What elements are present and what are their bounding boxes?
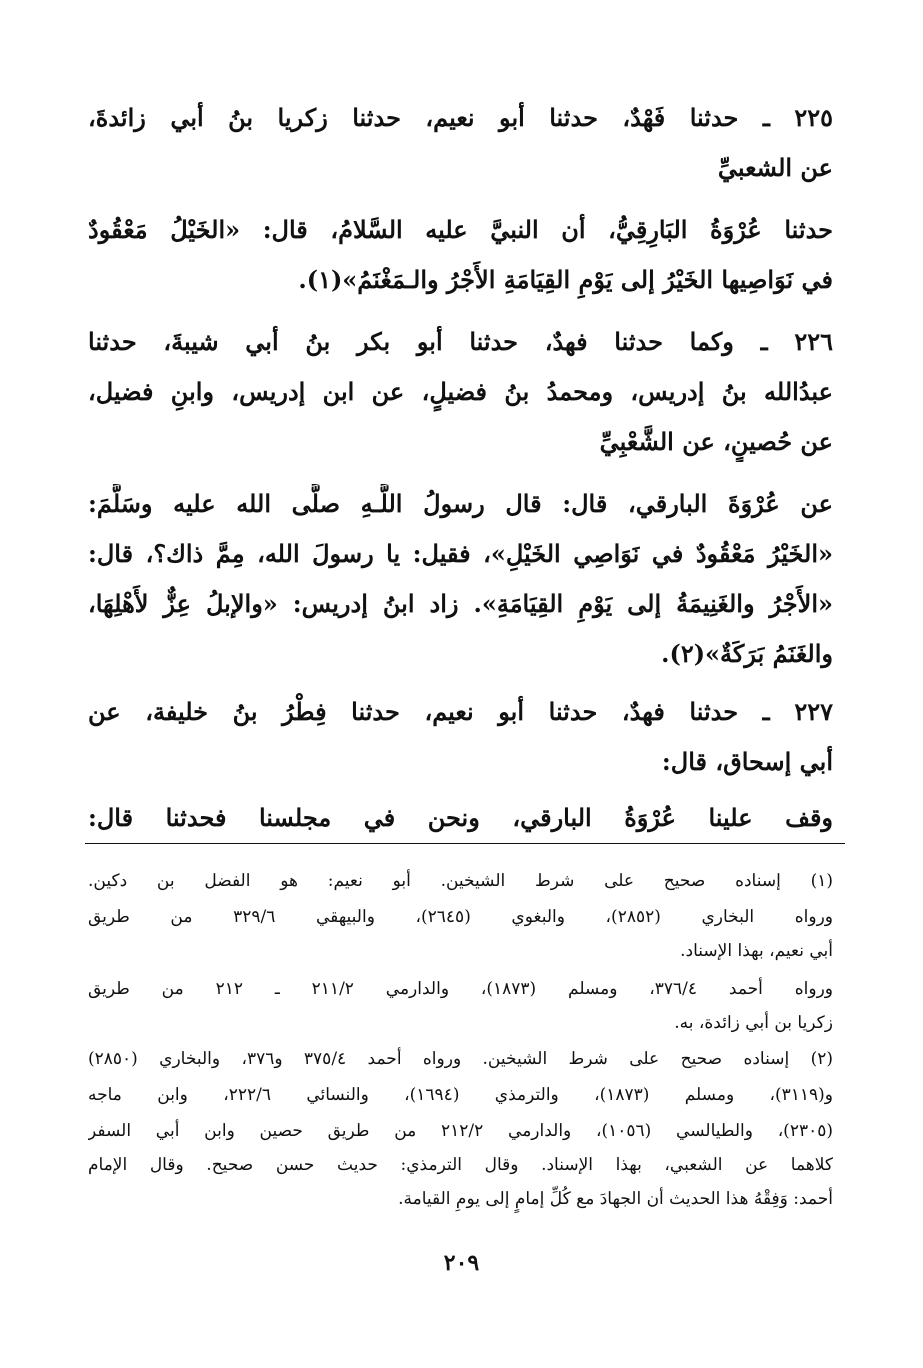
footnote-1-line-4: ورواه أحمد ٣٧٦/٤، ومسلم (١٨٧٣)، والدارمي ٢١١/٢ ـ ٢١٢ من طريق [88, 979, 833, 999]
footnote-divider [85, 843, 845, 844]
footnote-2-line-1: (٢) إسناده صحيح على شرط الشيخين. ورواه أحمد ٣٧٥/٤ و٣٧٦، والبخاري (٢٨٥٠) [88, 1049, 833, 1069]
hadith-226-text-line-3: «الأَجْرُ والغَنِيمَةُ إلى يَوْمِ القِيَامَةِ». زاد ابنُ إدريس: «والإبلُ عِزٌّ لأَهْلِهَا، [88, 589, 833, 618]
hadith-226-text-line-4: والغَنَمُ بَرَكَةٌ»(٢). [661, 639, 833, 668]
footnote-1-line-1: (١) إسناده صحيح على شرط الشيخين. أبو نعيم: هو الفضل بن دكين. [88, 871, 833, 891]
hadith-227-line-1: ٢٢٧ ـ حدثنا فهدٌ، حدثنا أبو نعيم، حدثنا فِطْرُ بنُ خليفة، عن [88, 697, 833, 726]
hadith-225-text-line-1: حدثنا عُرْوَةُ البَارِقِيُّ، أن النبيَّ عليه السَّلامُ، قال: «الخَيْلُ مَعْقُودٌ [88, 215, 833, 244]
footnote-1-line-5: زكريا بن أبي زائدة، به. [674, 1013, 833, 1033]
footnote-1-line-3: أبي نعيم، بهذا الإسناد. [680, 941, 833, 961]
footnote-2-line-4: كلاهما عن الشعبي، بهذا الإسناد. وقال الترمذي: حديث حسن صحيح. وقال الإمام [88, 1155, 833, 1175]
hadith-226-line-2: عبدُالله بنُ إدريس، ومحمدُ بنُ فضيلٍ، عن ابن إدريس، وابنِ فضيل، [88, 377, 833, 406]
hadith-226-text-line-1: عن عُرْوَةَ البارقي، قال: قال رسولُ اللَّـهِ صلَّى الله عليه وسَلَّمَ: [88, 489, 833, 518]
hadith-227-text-line-1: وقف علينا عُرْوَةُ البارقي، ونحن في مجلسنا فحدثنا قال: [88, 803, 833, 832]
hadith-226-line-3: عن حُصينٍ، عن الشَّعْبِيِّ [599, 427, 833, 456]
hadith-226-text-line-2: «الخَيْرُ مَعْقُودٌ في نَوَاصِي الخَيْلِ»، فقيل: يا رسولَ الله، مِمَّ ذاك؟، قال: [88, 539, 833, 568]
footnote-2-line-5: أحمد: وَفِقْهُ هذا الحديث أن الجهادَ مع كُلِّ إمامٍ إلى يومِ القيامة. [398, 1189, 833, 1209]
footnote-2-line-3: (٢٣٠٥)، والطيالسي (١٠٥٦)، والدارمي ٢١٢/٢ من طريق حصين وابن أبي السفر [88, 1121, 833, 1141]
footnote-2-line-2: و(٣١١٩)، ومسلم (١٨٧٣)، والترمذي (١٦٩٤)، والنسائي ٢٢٢/٦، وابن ماجه [88, 1085, 833, 1105]
page-number: ٢٠٩ [443, 1250, 480, 1276]
hadith-227-line-2: أبي إسحاق، قال: [661, 747, 833, 776]
hadith-225-text-line-2: في نَوَاصِيها الخَيْرُ إلى يَوْمِ القِيَامَةِ الأَجْرُ والـمَغْنَمُ»(١). [298, 265, 833, 294]
hadith-225-line-1: ٢٢٥ ـ حدثنا فَهْدٌ، حدثنا أبو نعيم، حدثنا زكريا بنُ أبي زائدةَ، [88, 103, 833, 132]
hadith-226-line-1: ٢٢٦ ـ وكما حدثنا فهدٌ، حدثنا أبو بكر بنُ أبي شيبةَ، حدثنا [88, 327, 833, 356]
footnote-1-line-2: ورواه البخاري (٢٨٥٢)، والبغوي (٢٦٤٥)، والبيهقي ٣٢٩/٦ من طريق [88, 907, 833, 927]
hadith-225-line-2: عن الشعبيِّ [717, 153, 833, 182]
